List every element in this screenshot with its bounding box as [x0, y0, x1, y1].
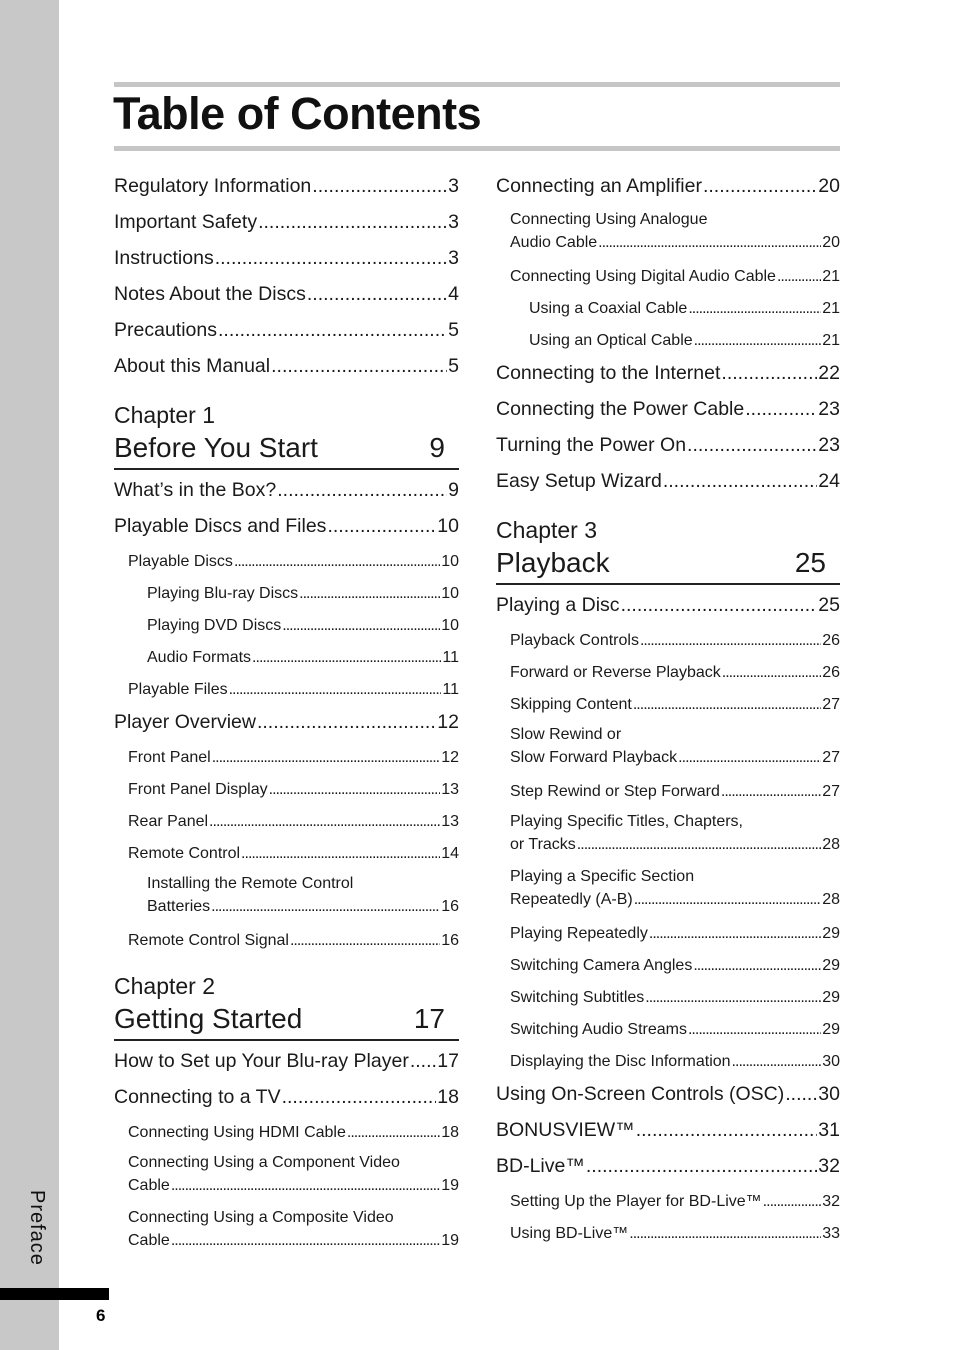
toc-entry-text: Remote Control — [128, 845, 241, 862]
toc-entry[interactable] — [510, 1220, 840, 1252]
toc-entry[interactable] — [529, 327, 840, 359]
toc-page-number: 19 — [441, 1232, 459, 1249]
toc-entry-text: Batteries — [147, 898, 211, 915]
toc-entry[interactable] — [510, 778, 840, 810]
toc-page-number: 12 — [441, 749, 459, 766]
chapter-heading — [114, 400, 459, 470]
toc-page-number: 30 — [818, 1083, 840, 1105]
toc-entry-text: Rear Panel — [128, 813, 209, 830]
chapter-title-row[interactable] — [114, 430, 459, 470]
toc-entry[interactable] — [510, 1016, 840, 1048]
toc-page-number: 24 — [818, 470, 840, 492]
dot-leader — [694, 327, 822, 355]
toc-entry-line — [147, 895, 459, 918]
toc-entry-text: Easy Setup Wizard — [496, 470, 662, 492]
toc-entry-line — [128, 1174, 459, 1197]
toc-page-number: 10 — [441, 553, 459, 570]
toc-entry[interactable] — [510, 208, 840, 254]
toc-entry-text: or Tracks — [510, 836, 576, 853]
toc-entry-text: Turning the Power On — [496, 434, 687, 456]
toc-left-column — [114, 172, 459, 1261]
toc-entry-line — [510, 746, 840, 769]
toc-entry-text: Playing a Specific Section — [510, 868, 695, 885]
toc-page-number: 33 — [822, 1225, 840, 1242]
dot-leader — [241, 840, 440, 868]
toc-page-number: 20 — [818, 175, 840, 197]
chapter-page: 9 — [429, 432, 445, 463]
toc-entry[interactable] — [128, 808, 459, 840]
toc-entry-text: Connecting Using Analogue — [510, 211, 708, 228]
toc-entry-text: Switching Camera Angles — [510, 957, 693, 974]
toc-entry[interactable] — [114, 244, 459, 280]
toc-entry[interactable] — [529, 295, 840, 327]
toc-entry-text: Connecting to a TV — [114, 1086, 281, 1108]
chapter-heading — [496, 515, 840, 585]
toc-page-number: 23 — [818, 434, 840, 456]
toc-page-number: 27 — [822, 696, 840, 713]
toc-entry[interactable] — [114, 1083, 459, 1119]
toc-entry-text: Skipping Content — [510, 696, 632, 713]
chapter-title: Before You Start — [114, 432, 318, 463]
toc-page-number: 18 — [437, 1086, 459, 1108]
chapter-title: Getting Started — [114, 1003, 303, 1034]
toc-entry-text: Instructions — [114, 247, 214, 269]
dot-leader — [634, 888, 821, 911]
chapter-heading — [114, 971, 459, 1041]
toc-entry[interactable] — [128, 840, 459, 872]
toc-entry[interactable] — [114, 1047, 459, 1083]
toc-entry-text: Audio Formats — [147, 649, 252, 666]
toc-entry[interactable] — [496, 1152, 840, 1188]
toc-entry[interactable] — [510, 984, 840, 1016]
toc-entry[interactable] — [128, 927, 459, 959]
toc-entry[interactable] — [510, 627, 840, 659]
dot-leader — [745, 395, 817, 423]
dot-leader — [586, 1152, 817, 1180]
page-number-bar — [0, 1288, 109, 1300]
dot-leader — [271, 352, 447, 380]
toc-page-number: 3 — [448, 175, 459, 197]
toc-page-number: 29 — [822, 989, 840, 1006]
toc-page-number: 3 — [448, 211, 459, 233]
dot-leader — [211, 895, 440, 918]
toc-entry-text: Playable Discs and Files — [114, 515, 327, 537]
toc-page-number: 27 — [822, 749, 840, 766]
toc-entry[interactable] — [147, 872, 459, 918]
toc-entry-text: About this Manual — [114, 355, 271, 377]
toc-entry[interactable] — [114, 208, 459, 244]
toc-entry-text: Remote Control Signal — [128, 932, 289, 949]
chapter-page: 17 — [413, 1003, 445, 1034]
toc-entry[interactable] — [510, 263, 840, 295]
toc-entry-text: Slow Rewind or — [510, 726, 622, 743]
toc-entry-line — [128, 1229, 459, 1252]
toc-page-number: 21 — [822, 300, 840, 317]
toc-entry-text: Regulatory Information — [114, 175, 312, 197]
toc-entry[interactable] — [114, 476, 459, 512]
toc-entry[interactable] — [510, 1188, 840, 1220]
toc-entry-text: Playing Repeatedly — [510, 925, 648, 942]
toc-entry-text: Connecting Using Digital Audio Cable — [510, 268, 776, 285]
dot-leader — [649, 920, 821, 948]
dot-leader — [777, 263, 821, 291]
dot-leader — [640, 627, 821, 655]
toc-page-number: 32 — [822, 1193, 840, 1210]
toc-entry-text: Using BD-Live™ — [510, 1225, 629, 1242]
toc-entry-text: Notes About the Discs — [114, 283, 306, 305]
page-title: Table of Contents — [113, 88, 482, 139]
toc-entry[interactable] — [147, 644, 459, 676]
toc-page-number: 11 — [442, 681, 459, 698]
toc-entry-line — [510, 833, 840, 856]
dot-leader — [721, 778, 821, 806]
toc-entry[interactable] — [114, 280, 459, 316]
toc-page-number: 25 — [818, 594, 840, 616]
toc-entry-line — [510, 231, 840, 254]
toc-entry[interactable] — [496, 1116, 840, 1152]
toc-page-number: 16 — [441, 898, 459, 915]
toc-entry-text: Playing Blu-ray Discs — [147, 585, 299, 602]
dot-leader — [290, 927, 440, 955]
toc-page-number: 21 — [822, 332, 840, 349]
toc-entry-text: How to Set up Your Blu-ray Player — [114, 1050, 409, 1072]
dot-leader — [633, 691, 821, 719]
dot-leader — [218, 316, 447, 344]
toc-entry[interactable] — [496, 591, 840, 627]
toc-entry-text: Installing the Remote Control — [147, 875, 354, 892]
title-bottom-rule — [114, 146, 840, 151]
toc-page-number: 23 — [818, 398, 840, 420]
toc-page-number: 4 — [448, 283, 459, 305]
toc-entry[interactable] — [147, 612, 459, 644]
chapter-label: Chapter 1 — [114, 402, 216, 428]
toc-entry-text: Using an Optical Cable — [529, 332, 693, 349]
toc-entry[interactable] — [114, 352, 459, 388]
toc-right-column — [496, 172, 840, 1252]
toc-entry-text: Playing Specific Titles, Chapters, — [510, 813, 743, 830]
toc-entry-line — [510, 888, 840, 911]
toc-entry-text: Important Safety — [114, 211, 258, 233]
toc-entry[interactable] — [114, 316, 459, 352]
dot-leader — [307, 280, 447, 308]
dot-leader — [687, 431, 817, 459]
toc-page-number: 19 — [441, 1177, 459, 1194]
toc-entry-text: Playback Controls — [510, 632, 639, 649]
toc-entry-text: Connecting the Power Cable — [496, 398, 745, 420]
toc-entry[interactable] — [147, 580, 459, 612]
toc-entry[interactable] — [114, 708, 459, 744]
toc-entry-text: Playing a Disc — [496, 594, 620, 616]
toc-entry[interactable] — [496, 1080, 840, 1116]
toc-page-number: 12 — [437, 711, 459, 733]
toc-entry[interactable] — [510, 865, 840, 911]
dot-leader — [171, 1174, 440, 1197]
toc-entry-text: Switching Subtitles — [510, 989, 645, 1006]
toc-entry[interactable] — [128, 744, 459, 776]
toc-page-number: 22 — [818, 362, 840, 384]
toc-page-number: 14 — [441, 845, 459, 862]
toc-entry-text: BONUSVIEW™ — [496, 1119, 635, 1141]
toc-page-number: 13 — [441, 813, 459, 830]
chapter-title: Playback — [496, 547, 610, 578]
toc-page-number: 3 — [448, 247, 459, 269]
dot-leader — [215, 244, 447, 272]
toc-entry-text: Connecting Using a Component Video — [128, 1154, 400, 1171]
toc-page-number: 10 — [437, 515, 459, 537]
toc-entry-text: Repeatedly (A-B) — [510, 891, 633, 908]
toc-page-number: 9 — [448, 479, 459, 501]
toc-entry-text: Playable Discs — [128, 553, 233, 570]
title-top-rule — [114, 82, 840, 87]
toc-entry[interactable] — [496, 467, 840, 503]
toc-entry-text: Front Panel Display — [128, 781, 268, 798]
toc-page-number: 29 — [822, 957, 840, 974]
dot-leader — [277, 476, 447, 504]
chapter-label: Chapter 3 — [496, 517, 598, 543]
toc-entry-text: Step Rewind or Step Forward — [510, 783, 720, 800]
toc-entry-text: Connecting an Amplifier — [496, 175, 702, 197]
toc-entry[interactable] — [128, 1151, 459, 1197]
toc-entry[interactable] — [510, 1048, 840, 1080]
dot-leader — [229, 676, 442, 704]
dot-leader — [212, 744, 440, 772]
dot-leader — [678, 746, 821, 769]
side-bar — [0, 0, 59, 1350]
page-number: 6 — [96, 1306, 106, 1325]
toc-entry-text: What’s in the Box? — [114, 479, 277, 501]
toc-page-number: 27 — [822, 783, 840, 800]
chapter-title-row[interactable] — [114, 1001, 459, 1041]
toc-page-number: 16 — [441, 932, 459, 949]
toc-page-number: 30 — [822, 1053, 840, 1070]
dot-leader — [410, 1047, 436, 1075]
dot-leader — [688, 1016, 821, 1044]
dot-leader — [636, 1116, 818, 1144]
dot-leader — [347, 1119, 440, 1147]
chapter-page: 25 — [794, 547, 826, 578]
dot-leader — [693, 952, 821, 980]
dot-leader — [621, 591, 818, 619]
toc-page-number: 29 — [822, 1021, 840, 1038]
dot-leader — [257, 708, 436, 736]
dot-leader — [598, 231, 821, 254]
section-label: Preface — [26, 1190, 48, 1266]
toc-entry-text: Playing DVD Discs — [147, 617, 282, 634]
dot-leader — [299, 580, 440, 608]
toc-page-number: 11 — [442, 649, 459, 666]
toc-entry[interactable] — [510, 952, 840, 984]
toc-page-number: 31 — [818, 1119, 840, 1141]
toc-entry[interactable] — [510, 659, 840, 691]
toc-entry-text: Connecting Using HDMI Cable — [128, 1124, 346, 1141]
toc-entry[interactable] — [128, 1119, 459, 1151]
dot-leader — [732, 1048, 822, 1076]
toc-page-number: 20 — [822, 234, 840, 251]
toc-entry-text: Setting Up the Player for BD-Live™ — [510, 1193, 762, 1210]
toc-page-number: 29 — [822, 925, 840, 942]
toc-entry-text: Using a Coaxial Cable — [529, 300, 688, 317]
toc-page-number: 28 — [822, 836, 840, 853]
dot-leader — [234, 548, 440, 576]
chapter-label: Chapter 2 — [114, 973, 216, 999]
dot-leader — [282, 612, 440, 640]
toc-entry[interactable] — [496, 431, 840, 467]
toc-entry[interactable] — [496, 395, 840, 431]
toc-entry-text: BD-Live™ — [496, 1155, 585, 1177]
dot-leader — [645, 984, 821, 1012]
dot-leader — [171, 1229, 440, 1252]
toc-page-number: 26 — [822, 664, 840, 681]
toc-entry-text: Cable — [128, 1232, 170, 1249]
dot-leader — [663, 467, 817, 495]
toc-entry[interactable] — [510, 723, 840, 769]
toc-entry[interactable] — [128, 1206, 459, 1252]
dot-leader — [282, 1083, 437, 1111]
toc-page-number: 5 — [448, 355, 459, 377]
toc-entry-text: Slow Forward Playback — [510, 749, 678, 766]
toc-page-number: 21 — [822, 268, 840, 285]
toc-entry-text: Switching Audio Streams — [510, 1021, 687, 1038]
toc-entry-text: Using On-Screen Controls (OSC) — [496, 1083, 785, 1105]
chapter-title-row[interactable] — [496, 545, 840, 585]
dot-leader — [629, 1220, 821, 1248]
toc-entry[interactable] — [510, 810, 840, 856]
dot-leader — [703, 172, 817, 200]
toc-entry-text: Player Overview — [114, 711, 256, 733]
toc-entry[interactable] — [128, 676, 459, 708]
dot-leader — [721, 359, 817, 387]
dot-leader — [785, 1080, 817, 1108]
toc-entry[interactable] — [114, 512, 459, 548]
toc-page-number: 5 — [448, 319, 459, 341]
toc-entry[interactable] — [510, 920, 840, 952]
dot-leader — [327, 512, 436, 540]
toc-page-number: 32 — [818, 1155, 840, 1177]
toc-entry[interactable] — [496, 359, 840, 395]
dot-leader — [722, 659, 821, 687]
dot-leader — [209, 808, 440, 836]
toc-entry-text: Playable Files — [128, 681, 228, 698]
toc-entry-text: Front Panel — [128, 749, 211, 766]
toc-entry[interactable] — [496, 172, 840, 208]
toc-entry-text: Forward or Reverse Playback — [510, 664, 721, 681]
toc-page-number: 13 — [441, 781, 459, 798]
toc-entry-text: Displaying the Disc Information — [510, 1053, 731, 1070]
toc-entry-text: Cable — [128, 1177, 170, 1194]
toc-entry[interactable] — [510, 691, 840, 723]
dot-leader — [577, 833, 821, 856]
dot-leader — [252, 644, 441, 672]
toc-page-number: 28 — [822, 891, 840, 908]
dot-leader — [269, 776, 441, 804]
toc-entry-text: Connecting Using a Composite Video — [128, 1209, 394, 1226]
toc-page-number: 18 — [441, 1124, 459, 1141]
toc-page-number: 10 — [441, 617, 459, 634]
dot-leader — [312, 172, 447, 200]
toc-entry[interactable] — [114, 172, 459, 208]
toc-entry-text: Audio Cable — [510, 234, 598, 251]
toc-page-number: 10 — [441, 585, 459, 602]
dot-leader — [763, 1188, 822, 1216]
toc-entry-text: Connecting to the Internet — [496, 362, 721, 384]
toc-entry[interactable] — [128, 548, 459, 580]
toc-page-number: 26 — [822, 632, 840, 649]
dot-leader — [688, 295, 821, 323]
toc-entry[interactable] — [128, 776, 459, 808]
toc-entry-text: Precautions — [114, 319, 217, 341]
dot-leader — [258, 208, 447, 236]
toc-page-number: 17 — [437, 1050, 459, 1072]
